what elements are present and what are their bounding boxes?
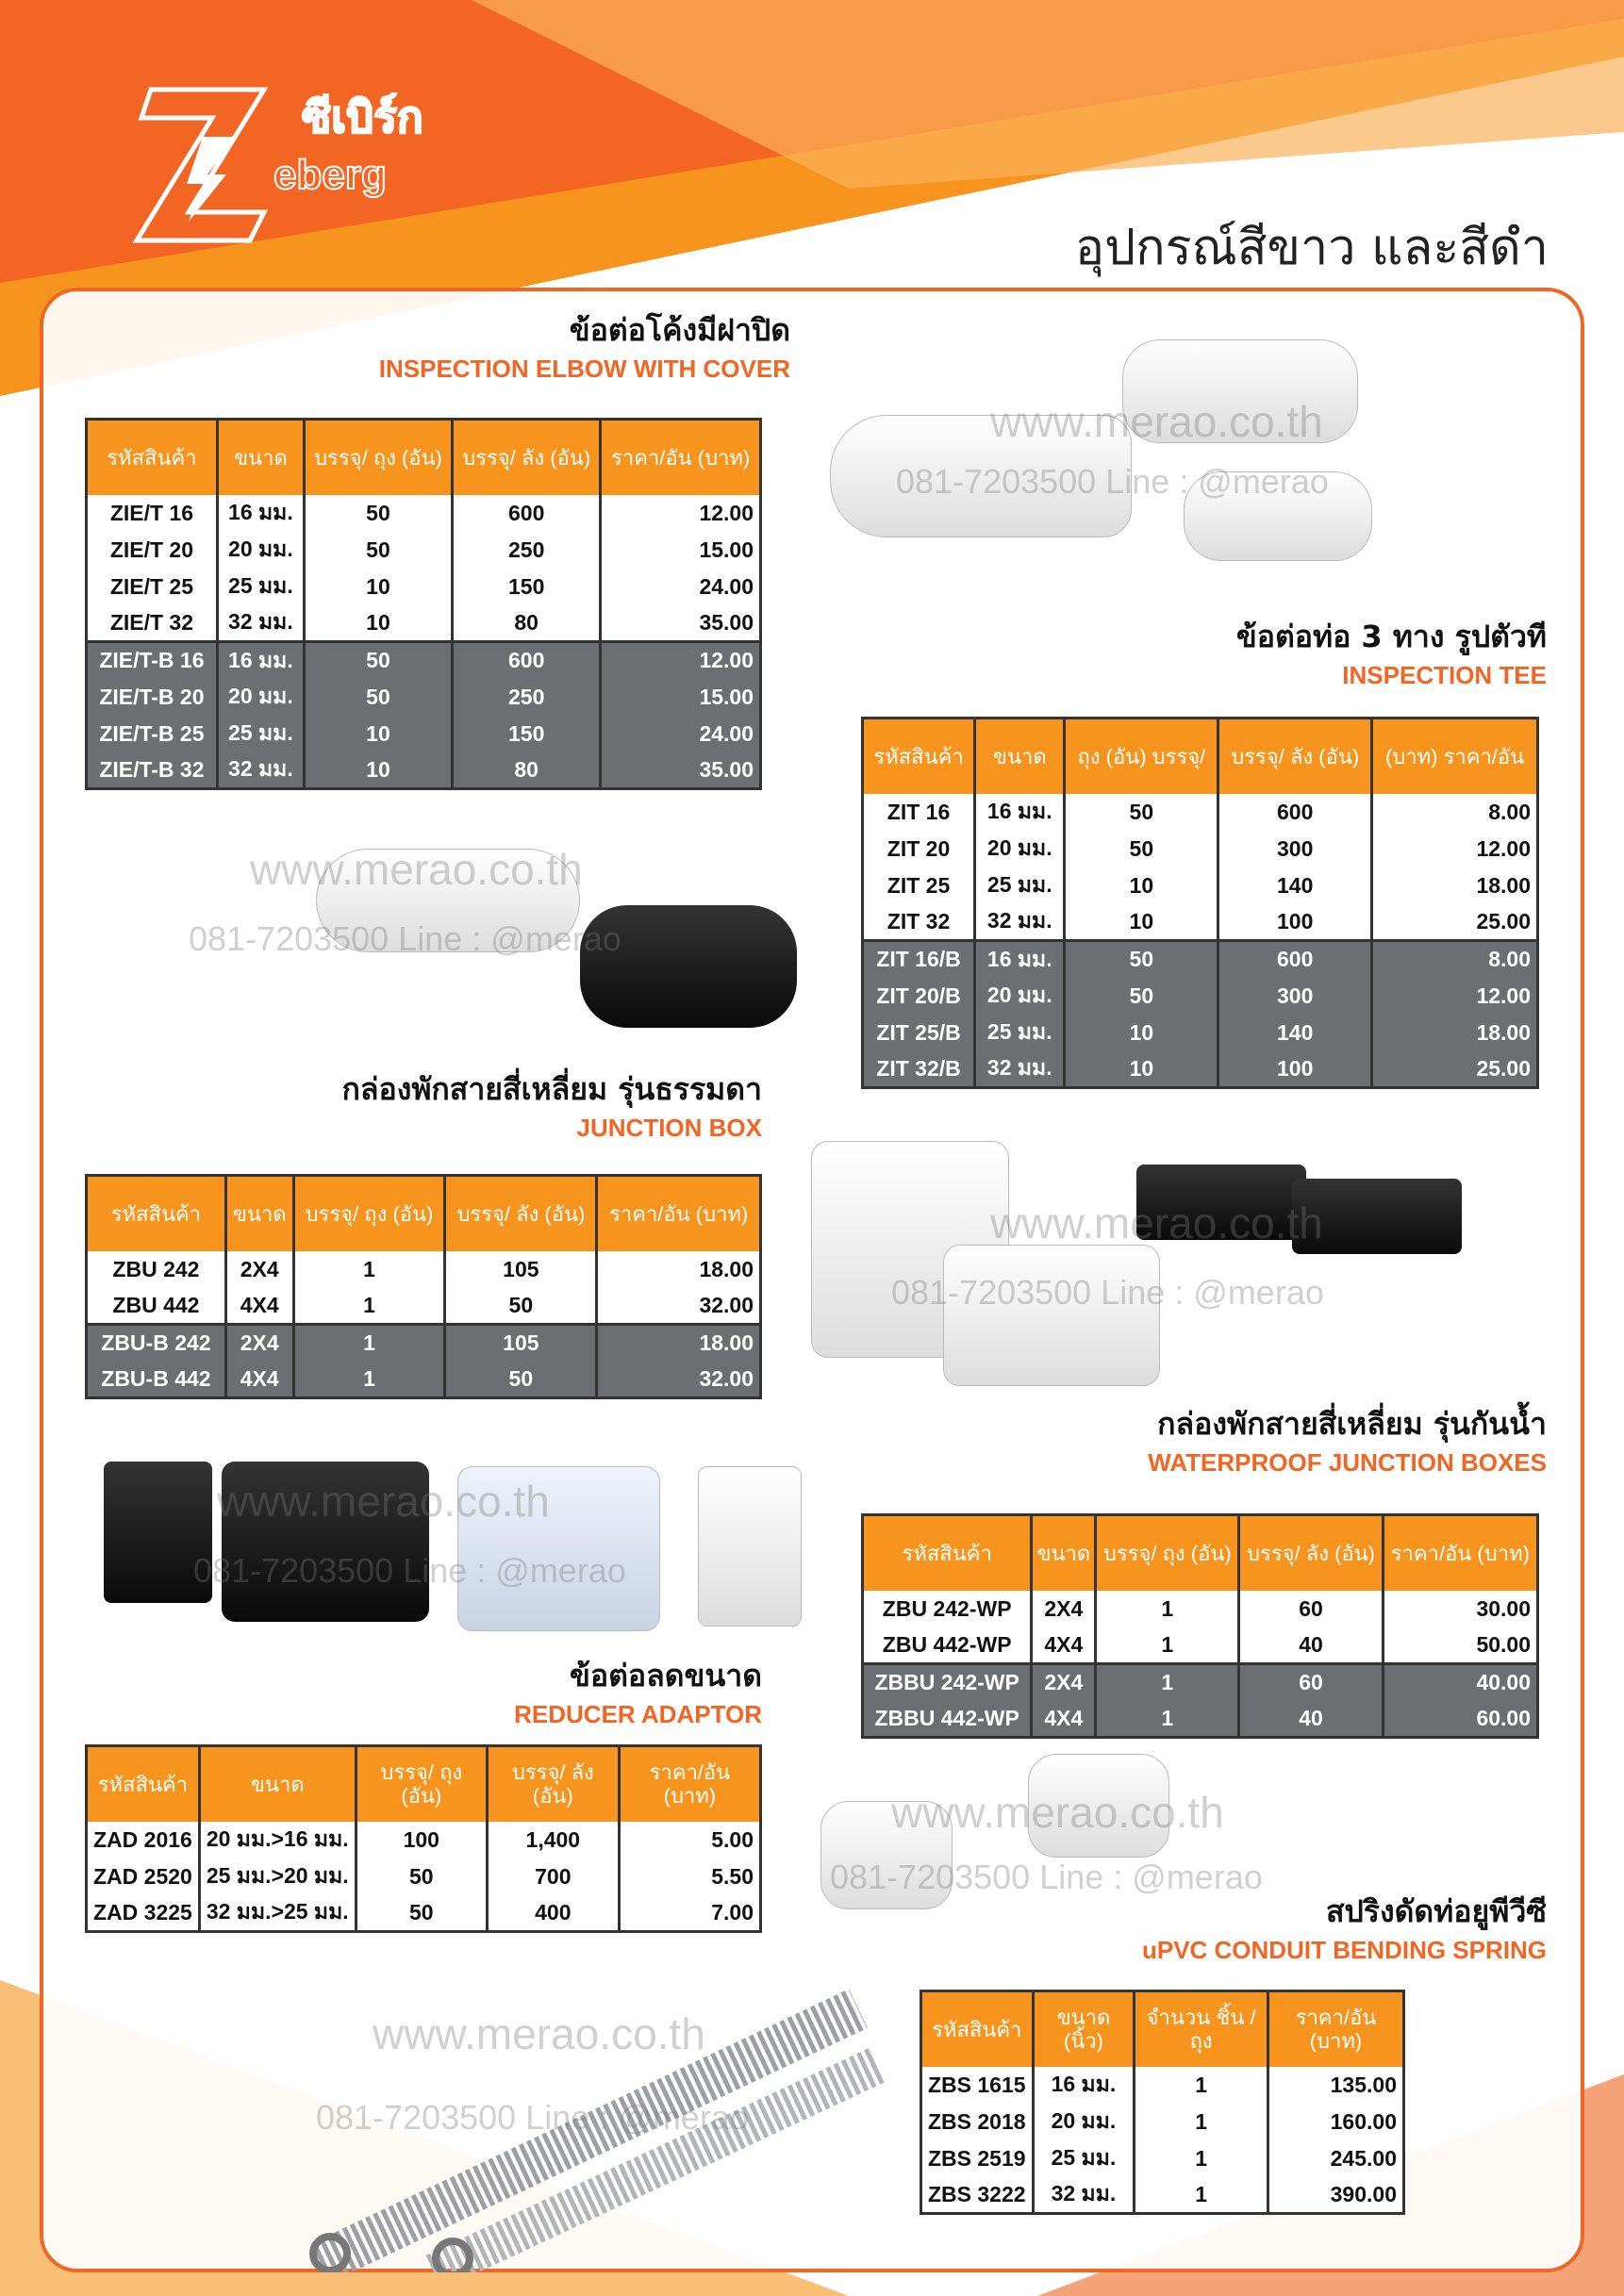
product-code: ZIE/T-B 25 bbox=[87, 716, 218, 752]
cell: 140 bbox=[1218, 1015, 1372, 1051]
cell: 20 มม. bbox=[217, 532, 304, 569]
product-code: ZIT 20 bbox=[863, 831, 975, 867]
product-code: ZBS 2519 bbox=[921, 2140, 1034, 2177]
column-header: บรรจุ/ ลัง (อัน) bbox=[1218, 719, 1372, 794]
cell: 80 bbox=[453, 752, 601, 789]
title-en: uPVC CONDUIT BENDING SPRING bbox=[1141, 1936, 1547, 1964]
cell: 7.00 bbox=[619, 1895, 760, 1932]
zeberg-logo bbox=[132, 80, 472, 250]
watermark-site: www.merao.co.th bbox=[990, 397, 1323, 446]
cell: 600 bbox=[453, 495, 601, 532]
table-row bbox=[87, 605, 761, 642]
cell: 250 bbox=[453, 679, 601, 716]
table-row bbox=[87, 752, 761, 789]
product-code: ZIT 16 bbox=[863, 794, 975, 831]
watermark-contact: 081-7203500 Line : @merao bbox=[830, 1858, 1263, 1896]
cell: 20 มม. bbox=[975, 978, 1065, 1015]
cell: 35.00 bbox=[601, 605, 761, 642]
cell: 1 bbox=[1096, 1701, 1239, 1738]
table-row bbox=[921, 2140, 1404, 2177]
cell: 50 bbox=[304, 495, 452, 532]
cell: 1 bbox=[293, 1251, 445, 1288]
cell: 140 bbox=[1218, 867, 1372, 904]
cell: 5.50 bbox=[619, 1858, 760, 1895]
cell: 12.00 bbox=[1372, 831, 1538, 867]
table-row bbox=[863, 794, 1538, 831]
cell: 50 bbox=[1065, 794, 1218, 831]
table-header-row bbox=[87, 1176, 761, 1251]
section-title-elbow bbox=[379, 306, 790, 384]
cell: 25 มม. bbox=[1033, 2140, 1135, 2177]
cell: 600 bbox=[1218, 794, 1372, 831]
cell: 50.00 bbox=[1383, 1627, 1537, 1664]
cell: 16 มม. bbox=[217, 495, 304, 532]
cell: 105 bbox=[445, 1251, 597, 1288]
cell: 100 bbox=[356, 1822, 487, 1858]
table-row bbox=[87, 716, 761, 752]
title-en: WATERPROOF JUNCTION BOXES bbox=[1148, 1448, 1547, 1477]
table-row bbox=[87, 1288, 761, 1325]
cell: 15.00 bbox=[601, 532, 761, 569]
cell: 50 bbox=[304, 532, 452, 569]
column-header: บรรจุ/ ถุง (อัน) bbox=[304, 420, 452, 495]
table-row bbox=[921, 2067, 1404, 2104]
product-code: ZBU-B 442 bbox=[87, 1362, 226, 1398]
watermark-contact: 081-7203500 Line : @merao bbox=[316, 2098, 749, 2137]
column-header: บรรจุ/ ลัง (อัน) bbox=[445, 1176, 597, 1251]
cell: 12.00 bbox=[601, 642, 761, 679]
cell: 18.00 bbox=[597, 1251, 761, 1288]
watermark-site: www.merao.co.th bbox=[891, 1788, 1224, 1837]
cell: 50 bbox=[304, 642, 452, 679]
column-header: ราคา/อัน (บาท) bbox=[597, 1176, 761, 1251]
table-row bbox=[863, 1051, 1538, 1088]
cell: 10 bbox=[304, 716, 452, 752]
watermark-contact: 081-7203500 Line : @merao bbox=[193, 1551, 626, 1590]
title-th: ข้อต่อโค้งมีฝาปิด bbox=[569, 312, 790, 348]
cell: 60.00 bbox=[1383, 1701, 1537, 1738]
cell: 50 bbox=[445, 1362, 597, 1398]
table-header-row bbox=[921, 1991, 1404, 2067]
cell: 20 มม. bbox=[217, 679, 304, 716]
column-header: จำนวน ชิ้น / ถุง bbox=[1135, 1991, 1268, 2067]
product-code: ZBU 242-WP bbox=[863, 1591, 1032, 1627]
cell: 105 bbox=[445, 1325, 597, 1362]
cell: 32 มม. bbox=[217, 605, 304, 642]
column-header: บรรจุ/ ถุง (อัน) bbox=[356, 1746, 487, 1822]
column-header: ราคา/อัน (บาท) bbox=[1268, 1991, 1403, 2067]
watermark-site: www.merao.co.th bbox=[250, 845, 583, 894]
table-row bbox=[863, 978, 1538, 1015]
cell: 25 มม. bbox=[217, 716, 304, 752]
table-row bbox=[87, 1362, 761, 1398]
cell: 300 bbox=[1218, 978, 1372, 1015]
cell: 600 bbox=[1218, 941, 1372, 978]
cell: 10 bbox=[304, 752, 452, 789]
cell: 40 bbox=[1239, 1701, 1383, 1738]
table-row bbox=[87, 532, 761, 569]
column-header: รหัสสินค้า bbox=[863, 1515, 1032, 1591]
cell: 10 bbox=[1065, 867, 1218, 904]
cell: 10 bbox=[304, 569, 452, 605]
table-row bbox=[863, 1015, 1538, 1051]
product-code: ZIE/T-B 20 bbox=[87, 679, 218, 716]
column-header: (บาท) ราคา/อัน bbox=[1372, 719, 1538, 794]
table-header-row bbox=[863, 1515, 1538, 1591]
table-row bbox=[863, 867, 1538, 904]
title-en: JUNCTION BOX bbox=[576, 1114, 762, 1142]
table-row bbox=[87, 1325, 761, 1362]
table-row bbox=[863, 904, 1538, 941]
cell: 18.00 bbox=[1372, 867, 1538, 904]
cell: 32 มม. bbox=[975, 1051, 1065, 1088]
cell: 25 มม. bbox=[975, 867, 1065, 904]
cell: 250 bbox=[453, 532, 601, 569]
cell: 10 bbox=[1065, 1051, 1218, 1088]
table-header-row bbox=[87, 1746, 761, 1822]
column-header: ขนาด bbox=[217, 420, 304, 495]
column-header: บรรจุ/ ลัง (อัน) bbox=[453, 420, 601, 495]
column-header: ขนาด bbox=[975, 719, 1065, 794]
cell: 50 bbox=[1065, 941, 1218, 978]
junction-box-image-2 bbox=[943, 1245, 1160, 1386]
cell: 5.00 bbox=[619, 1822, 760, 1858]
product-code: ZAD 2016 bbox=[87, 1822, 200, 1858]
cell: 25 มม. bbox=[217, 569, 304, 605]
cell: 2X4 bbox=[1032, 1591, 1096, 1627]
table-row bbox=[863, 941, 1538, 978]
cell: 25.00 bbox=[1372, 904, 1538, 941]
table-header-row bbox=[863, 719, 1538, 794]
cell: 300 bbox=[1218, 831, 1372, 867]
cell: 4X4 bbox=[1032, 1627, 1096, 1664]
cell: 32 มม. bbox=[217, 752, 304, 789]
product-code: ZIE/T 20 bbox=[87, 532, 218, 569]
cell: 50 bbox=[356, 1858, 487, 1895]
cell: 150 bbox=[453, 716, 601, 752]
cell: 1 bbox=[1135, 2140, 1268, 2177]
table-row bbox=[87, 495, 761, 532]
cell: 10 bbox=[1065, 904, 1218, 941]
cell: 4X4 bbox=[225, 1288, 293, 1325]
cell: 30.00 bbox=[1383, 1591, 1537, 1627]
table-header-row bbox=[87, 420, 761, 495]
cell: 10 bbox=[304, 605, 452, 642]
product-code: ZIT 20/B bbox=[863, 978, 975, 1015]
cell: 50 bbox=[1065, 978, 1218, 1015]
cell: 16 มม. bbox=[217, 642, 304, 679]
cell: 32 มม. bbox=[975, 904, 1065, 941]
cell: 15.00 bbox=[601, 679, 761, 716]
column-header: รหัสสินค้า bbox=[863, 719, 975, 794]
cell: 16 มม. bbox=[1033, 2067, 1135, 2104]
cell: 16 มม. bbox=[975, 941, 1065, 978]
title-th: กล่องพักสายสี่เหลี่ยม รุ่นกันน้ำ bbox=[1157, 1406, 1547, 1442]
column-header: ขนาด bbox=[1032, 1515, 1096, 1591]
product-code: ZBBU 442-WP bbox=[863, 1701, 1032, 1738]
cell: 32 มม. bbox=[1033, 2177, 1135, 2214]
cell: 24.00 bbox=[601, 716, 761, 752]
column-header: บรรจุ/ ถุง (อัน) bbox=[293, 1176, 445, 1251]
column-header: ราคา/อัน (บาท) bbox=[619, 1746, 760, 1822]
product-code: ZBU-B 242 bbox=[87, 1325, 226, 1362]
cell: 10 bbox=[1065, 1015, 1218, 1051]
column-header: บรรจุ/ ลัง (อัน) bbox=[1239, 1515, 1383, 1591]
cell: 25 มม.>20 มม. bbox=[199, 1858, 356, 1895]
cell: 150 bbox=[453, 569, 601, 605]
cell: 390.00 bbox=[1268, 2177, 1403, 2214]
cell: 1 bbox=[1135, 2104, 1268, 2140]
product-code: ZBS 1615 bbox=[921, 2067, 1034, 2104]
cell: 160.00 bbox=[1268, 2104, 1403, 2140]
cell: 1 bbox=[293, 1325, 445, 1362]
cell: 1 bbox=[1096, 1627, 1239, 1664]
cell: 400 bbox=[487, 1895, 619, 1932]
title-th: ข้อต่อท่อ 3 ทาง รูปตัวที bbox=[1235, 619, 1547, 654]
column-header: ราคา/อัน (บาท) bbox=[601, 420, 761, 495]
cell: 50 bbox=[445, 1288, 597, 1325]
cell: 135.00 bbox=[1268, 2067, 1403, 2104]
cell: 1 bbox=[1096, 1664, 1239, 1701]
watermark-contact: 081-7203500 Line : @merao bbox=[189, 919, 621, 958]
cell: 1 bbox=[1135, 2177, 1268, 2214]
table-row bbox=[87, 1251, 761, 1288]
table-row bbox=[863, 1664, 1538, 1701]
watermark-site: www.merao.co.th bbox=[990, 1198, 1323, 1247]
cell: 60 bbox=[1239, 1591, 1383, 1627]
cell: 1,400 bbox=[487, 1822, 619, 1858]
product-code: ZBU 242 bbox=[87, 1251, 226, 1288]
watermark-site: www.merao.co.th bbox=[373, 2009, 705, 2058]
product-code: ZIE/T 25 bbox=[87, 569, 218, 605]
table-row bbox=[863, 1591, 1538, 1627]
title-en: REDUCER ADAPTOR bbox=[514, 1700, 762, 1728]
section-title-spring bbox=[1142, 1888, 1547, 1965]
title-en: INSPECTION TEE bbox=[1342, 661, 1547, 689]
section-title-waterproof bbox=[1148, 1400, 1547, 1478]
watermark-contact: 081-7203500 Line : @merao bbox=[891, 1273, 1324, 1312]
column-header: รหัสสินค้า bbox=[87, 420, 218, 495]
table-row bbox=[87, 679, 761, 716]
product-code: ZAD 3225 bbox=[87, 1895, 200, 1932]
product-code: ZBU 442-WP bbox=[863, 1627, 1032, 1664]
cell: 2X4 bbox=[225, 1325, 293, 1362]
cell: 32.00 bbox=[597, 1288, 761, 1325]
cell: 245.00 bbox=[1268, 2140, 1403, 2177]
table-row bbox=[921, 2177, 1404, 2214]
product-code: ZIE/T-B 16 bbox=[87, 642, 218, 679]
table-row bbox=[87, 1895, 761, 1932]
title-th: ข้อต่อลดขนาด bbox=[570, 1658, 762, 1693]
table-row bbox=[863, 831, 1538, 867]
cell: 1 bbox=[293, 1362, 445, 1398]
page-title: อุปกรณ์สีขาว และสีดำ bbox=[1074, 220, 1549, 276]
title-th: สปริงดัดท่อยูพีวีซี bbox=[1325, 1893, 1547, 1929]
cell: 1 bbox=[1135, 2067, 1268, 2104]
cell: 25.00 bbox=[1372, 1051, 1538, 1088]
cell: 20 มม. bbox=[1033, 2104, 1135, 2140]
cell: 18.00 bbox=[1372, 1015, 1538, 1051]
column-header: บรรจุ/ ลัง (อัน) bbox=[487, 1746, 619, 1822]
title-en: INSPECTION ELBOW WITH COVER bbox=[378, 355, 790, 383]
product-code: ZIT 32 bbox=[863, 904, 975, 941]
column-header: ขนาด (นิ้ว) bbox=[1033, 1991, 1135, 2067]
table-row bbox=[863, 1701, 1538, 1738]
product-code: ZIE/T 32 bbox=[87, 605, 218, 642]
cell: 35.00 bbox=[601, 752, 761, 789]
cell: 1 bbox=[1096, 1591, 1239, 1627]
product-code: ZIE/T 16 bbox=[87, 495, 218, 532]
cell: 700 bbox=[487, 1858, 619, 1895]
product-code: ZIT 25/B bbox=[863, 1015, 975, 1051]
cell: 60 bbox=[1239, 1664, 1383, 1701]
cell: 20 มม. bbox=[975, 831, 1065, 867]
table-row bbox=[87, 569, 761, 605]
cell: 40.00 bbox=[1383, 1664, 1537, 1701]
svg-text:ซีเบิร์ก: ซีเบิร์ก bbox=[302, 91, 423, 142]
watermark-contact: 081-7203500 Line : @merao bbox=[896, 462, 1329, 501]
column-header: รหัสสินค้า bbox=[87, 1176, 226, 1251]
cell: 16 มม. bbox=[975, 794, 1065, 831]
title-th: กล่องพักสายสี่เหลี่ยม รุ่นธรรมดา bbox=[341, 1071, 762, 1107]
product-code: ZBBU 242-WP bbox=[863, 1664, 1032, 1701]
cell: 1 bbox=[293, 1288, 445, 1325]
cell: 40 bbox=[1239, 1627, 1383, 1664]
spring-price-table bbox=[920, 1990, 1405, 2215]
cell: 32 มม.>25 มม. bbox=[199, 1895, 356, 1932]
cell: 2X4 bbox=[1032, 1664, 1096, 1701]
table-row bbox=[863, 1627, 1538, 1664]
column-header: รหัสสินค้า bbox=[87, 1746, 200, 1822]
cell: 50 bbox=[304, 679, 452, 716]
tee-price-table bbox=[861, 717, 1539, 1089]
product-code: ZBS 3222 bbox=[921, 2177, 1034, 2214]
table-row bbox=[87, 642, 761, 679]
table-row bbox=[87, 1822, 761, 1858]
product-code: ZIT 16/B bbox=[863, 941, 975, 978]
cell: 80 bbox=[453, 605, 601, 642]
cell: 50 bbox=[1065, 831, 1218, 867]
product-code: ZIE/T-B 32 bbox=[87, 752, 218, 789]
cell: 25 มม. bbox=[975, 1015, 1065, 1051]
cell: 8.00 bbox=[1372, 794, 1538, 831]
product-code: ZAD 2520 bbox=[87, 1858, 200, 1895]
section-title-reducer bbox=[514, 1652, 762, 1729]
cell: 50 bbox=[356, 1895, 487, 1932]
cell: 2X4 bbox=[225, 1251, 293, 1288]
cell: 600 bbox=[453, 642, 601, 679]
watermark-site: www.merao.co.th bbox=[217, 1477, 550, 1526]
column-header: ราคา/อัน (บาท) bbox=[1383, 1515, 1537, 1591]
cell: 20 มม.>16 มม. bbox=[199, 1822, 356, 1858]
svg-text:eberg: eberg bbox=[273, 152, 387, 198]
table-row bbox=[921, 2104, 1404, 2140]
cell: 12.00 bbox=[601, 495, 761, 532]
table-row bbox=[87, 1858, 761, 1895]
column-header: ถุง (อัน) บรรจุ/ bbox=[1065, 719, 1218, 794]
cell: 8.00 bbox=[1372, 941, 1538, 978]
section-title-tee bbox=[1236, 613, 1547, 690]
elbow-price-table bbox=[85, 418, 762, 790]
product-code: ZBS 2018 bbox=[921, 2104, 1034, 2140]
cell: 4X4 bbox=[225, 1362, 293, 1398]
reducer-price-table bbox=[85, 1744, 762, 1933]
cell: 4X4 bbox=[1032, 1701, 1096, 1738]
column-header: ขนาด bbox=[225, 1176, 293, 1251]
product-code: ZIT 25 bbox=[863, 867, 975, 904]
column-header: ขนาด bbox=[199, 1746, 356, 1822]
cell: 24.00 bbox=[601, 569, 761, 605]
cell: 18.00 bbox=[597, 1325, 761, 1362]
waterproof-price-table bbox=[861, 1513, 1539, 1739]
junction-price-table bbox=[85, 1174, 762, 1399]
cell: 100 bbox=[1218, 1051, 1372, 1088]
cell: 12.00 bbox=[1372, 978, 1538, 1015]
column-header: บรรจุ/ ถุง (อัน) bbox=[1096, 1515, 1239, 1591]
product-code: ZBU 442 bbox=[87, 1288, 226, 1325]
column-header: รหัสสินค้า bbox=[921, 1991, 1034, 2067]
waterproof-box-white-image-2 bbox=[698, 1466, 802, 1627]
section-title-junction bbox=[341, 1065, 762, 1143]
cell: 32.00 bbox=[597, 1362, 761, 1398]
product-code: ZIT 32/B bbox=[863, 1051, 975, 1088]
cell: 100 bbox=[1218, 904, 1372, 941]
